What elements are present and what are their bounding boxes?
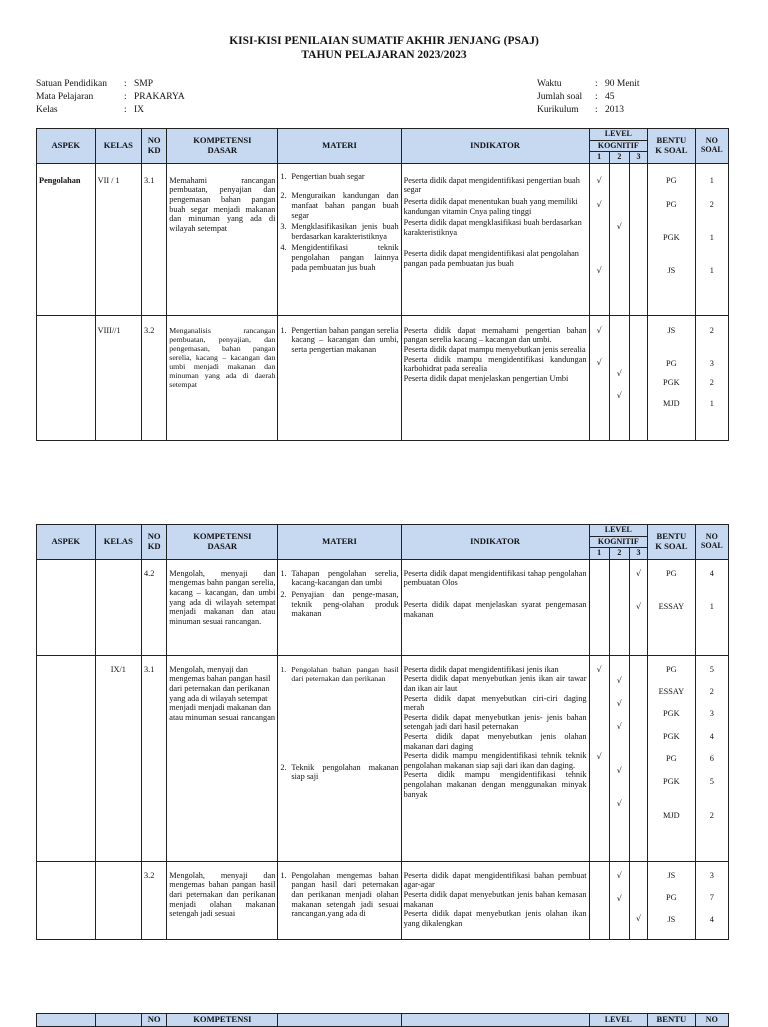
cell-aspek: Pengolahan — [37, 163, 96, 315]
nosoal-item: 5 — [709, 776, 714, 786]
level-2-cell — [609, 559, 629, 655]
indikator-item: Peserta didik dapat menyebutkan jenis olahan makanan dari daging — [403, 731, 587, 751]
indikator-item: Peserta didik dapat menjelaskan syarat pengemasan makanan — [403, 599, 587, 619]
header-nosoal — [695, 129, 728, 164]
cell-kompetensi: Mengolah, menyaji dan mengemas bahn pangan serelia, kacang – kacangan, dan umbi yang ada di wilayah setempat menjadi makanan dan atau minuman sesuai rancangan. — [167, 559, 278, 655]
meta-label: Kurikulum — [537, 105, 579, 116]
materi-text: Pengertian bahan pangan serelia kacang – kacangan dan umbi, serta pengertian makanan — [291, 325, 399, 354]
nosoal-item: 1 — [709, 398, 714, 408]
bentuk-item: PG — [666, 175, 677, 185]
bentuk-item: JS — [667, 265, 676, 275]
header-kompetensi — [167, 1014, 278, 1027]
cell-kompetensi: Menganalisis rancangan pembuatan, penyajian, dan pengemasan, bahan pangan serelia, kacang – kacangan dan umbi menjadi makanan dan minuman yang ada di daerah setempat — [167, 315, 278, 440]
indikator-item: Peserta didik dapat menentukan buah yang memiliki kandungan vitamin Cnya paling tinggi — [403, 196, 578, 216]
header-bentuk-line1: BENTU — [656, 135, 687, 146]
materi-number: 2. — [280, 589, 287, 599]
header-nokd-line1: NO — [147, 135, 161, 146]
cell-indikator — [401, 163, 589, 315]
check-mark: √ — [596, 357, 602, 367]
materi-text: Mengidentifikasi teknik pengolahan pangan lainnya pada pembuatan jus buah — [291, 243, 399, 272]
header-nokd-line2: KD — [147, 540, 161, 551]
indikator-item: Peserta didik dapat memahami pengertian bahan pangan serelia kacang – kacangan dan umbi. — [403, 325, 587, 345]
header-aspek: ASPEK — [37, 525, 96, 560]
materi-number: 1. — [280, 325, 287, 335]
header-nokd-line2: KD — [147, 144, 161, 155]
materi-text: Mengklasifikasikan jenis buah berdasarkan karakteristiknya — [291, 222, 399, 241]
cell-kompetensi: Mengolah, menyaji dan mengemas bahan pangan hasil dari peternakan dan perikanan menjadi olahan makanan setengah jadi sesuai — [167, 861, 278, 939]
cell-aspek — [37, 315, 96, 440]
nosoal-item: 6 — [709, 753, 714, 763]
level-2-cell — [609, 861, 629, 939]
header-bentuk-line2: K SOAL — [655, 144, 688, 155]
indikator-item: Peserta didik dapat mengidentifikasi alat pengolahan pangan pada pembuatan jus buah — [403, 249, 579, 268]
header-kompetensi-line2: DASAR — [207, 540, 238, 551]
header-nosoal — [695, 525, 728, 560]
level-1-cell — [589, 559, 609, 655]
indikator-item: Peserta didik dapat menyebutkan jenis- jenis bahan setengah jadi dari hasil peternakan — [403, 712, 587, 732]
cell-kelas — [95, 559, 141, 655]
table-row — [37, 655, 729, 861]
check-mark: √ — [616, 893, 622, 903]
header-indikator — [401, 1014, 589, 1027]
document-subtitle: TAHUN PELAJARAN 2023/2023 — [301, 49, 467, 61]
level-3-cell — [629, 559, 647, 655]
materi-item — [280, 665, 398, 683]
check-mark: √ — [596, 199, 602, 209]
materi-item — [280, 222, 398, 241]
cell-indikator — [401, 315, 589, 440]
header-level: LEVEL — [589, 1014, 648, 1027]
header-nokd — [142, 129, 167, 164]
level-1-cell — [589, 315, 609, 440]
meta-label: Mata Pelajaran — [36, 92, 94, 103]
bentuk-item: PGK — [663, 708, 680, 718]
header-level-2: 2 — [609, 548, 629, 560]
cell-bentuk — [648, 861, 695, 939]
table-row — [37, 559, 729, 655]
bentuk-item: MJD — [663, 810, 680, 820]
level-2-cell — [609, 315, 629, 440]
bentuk-item: PG — [666, 199, 677, 209]
check-mark: √ — [616, 675, 622, 685]
materi-text: Tahapan pengolahan serelia, kacang-kacangan dan umbi — [291, 568, 399, 588]
meta-value: 2013 — [605, 105, 624, 116]
cell-bentuk — [648, 655, 695, 861]
nosoal-item: 4 — [709, 568, 714, 578]
check-mark: √ — [596, 325, 602, 335]
indikator-item: Peserta didik dapat menyebutkan ciri-ciri daging merah — [403, 693, 587, 713]
meta-label: Waktu — [537, 79, 562, 89]
meta-right — [537, 78, 640, 118]
header-level-3: 3 — [629, 548, 647, 560]
bentuk-item: ESSAY — [658, 601, 685, 611]
meta-sep: : — [124, 105, 127, 116]
bentuk-item: JS — [667, 325, 676, 335]
cell-kd: 4.2 — [142, 559, 167, 655]
table-row — [37, 861, 729, 939]
header-level-1: 1 — [589, 152, 609, 164]
materi-number: 1. — [280, 870, 287, 880]
meta-sep: : — [124, 79, 127, 89]
cell-kelas: IX/1 — [95, 655, 141, 861]
nosoal-item: 7 — [709, 892, 714, 902]
check-mark: √ — [635, 601, 642, 611]
header-nosoal-line1: NO — [705, 1014, 718, 1024]
indikator-item: Peserta didik dapat menyebutkan jenis ikan air tawar dan ikan air laut — [403, 674, 587, 693]
check-mark: √ — [616, 721, 622, 731]
header-kompetensi-line2: DASAR — [207, 144, 238, 155]
materi-number: 2. — [280, 191, 287, 201]
level-3-cell — [629, 163, 647, 315]
header-level-1: 1 — [589, 548, 609, 560]
nosoal-item: 1 — [709, 601, 714, 611]
cell-nosoal — [695, 163, 728, 315]
bentuk-item: MJD — [663, 398, 680, 408]
indikator-item: Peserta didik dapat menyebutkan jenis olahan ikan yang dikalengkan — [403, 909, 587, 928]
check-mark: √ — [596, 751, 602, 761]
materi-number: 3. — [280, 222, 287, 232]
meta-sep: : — [595, 92, 598, 103]
cell-bentuk — [648, 559, 695, 655]
bentuk-item: JS — [667, 914, 676, 924]
header-materi: MATERI — [278, 129, 401, 164]
cell-nosoal — [695, 655, 728, 861]
header-bentuk — [648, 525, 695, 560]
materi-number: 4. — [280, 243, 287, 253]
materi-text: Pengolahan mengemas bahan pangan hasil dari peternakan dan perikanan menjadi olahan makanan setengah jadi sesuai rancangan.yang ada di — [291, 870, 399, 919]
header-kognitif: KOGNITIF — [589, 536, 648, 548]
indikator-item: Peserta didik mampu mengidentifikasi kandungan karbohidrat pada serealia — [403, 354, 587, 374]
materi-item — [280, 243, 398, 272]
meta-label: Satuan Pendidikan — [36, 79, 107, 89]
bentuk-item: PG — [666, 892, 677, 902]
check-mark: √ — [635, 568, 642, 578]
check-mark: √ — [616, 390, 622, 400]
nosoal-item: 2 — [709, 325, 714, 335]
table-row — [37, 163, 729, 315]
header-bentuk — [648, 1014, 695, 1027]
header-kompetensi — [167, 129, 278, 164]
materi-item — [280, 191, 398, 220]
cell-kd: 3.1 — [142, 163, 167, 315]
header-level-2: 2 — [609, 152, 629, 164]
header-level: LEVEL — [589, 525, 648, 537]
cell-kompetensi: Mengolah, menyaji dan mengemas bahan pangan hasil dari peternakan dan perikanan yang ada di wilayah setempat menjadi menjadi makanan dan atau minuman sesuai rancangan — [167, 655, 278, 861]
nosoal-item: 4 — [709, 731, 714, 741]
nosoal-item: 1 — [709, 265, 714, 275]
materi-text: Pengertian buah segar — [291, 171, 365, 181]
level-1-cell — [589, 655, 609, 861]
nosoal-item: 2 — [709, 377, 714, 387]
meta-label: Kelas — [36, 105, 58, 116]
indikator-item: Peserta didik dapat mampu menyebutkan jenis serealia — [403, 344, 586, 354]
indikator-item: Peserta didik dapat menjelaskan pengertian Umbi — [403, 373, 569, 383]
cell-bentuk — [648, 163, 695, 315]
materi-text: Penyajian dan penge-masan, teknik peng-olahan produk makanan — [291, 589, 399, 619]
meta-label: Jumlah soal — [537, 92, 583, 103]
header-nokd-line1: NO — [147, 531, 161, 542]
cell-kelas: VIII//1 — [95, 315, 141, 440]
cell-kd: 3.1 — [142, 655, 167, 861]
cell-materi — [278, 315, 401, 440]
indikator-item: Peserta didik mampu mengidentifikasi tehnik teknik pengolahan makanan siap saji dari ikan dan daging. — [403, 751, 587, 770]
indikator-item: Peserta didik dapat menyebutkan jenis bahan kemasan makanan — [403, 889, 587, 909]
header-kompetensi — [167, 525, 278, 560]
header-bentuk-line2: K SOAL — [655, 540, 688, 551]
cell-nosoal — [695, 861, 728, 939]
bentuk-item: PGK — [663, 232, 680, 242]
level-1-cell — [589, 861, 609, 939]
header-bentuk-line1: BENTU — [656, 531, 687, 542]
header-indikator: INDIKATOR — [401, 525, 589, 560]
check-mark: √ — [596, 265, 602, 275]
kisi-table-1 — [36, 128, 729, 441]
header-nosoal-line2: SOAL — [700, 540, 723, 550]
check-mark: √ — [616, 870, 622, 880]
nosoal-item: 2 — [709, 810, 714, 820]
header-indikator: INDIKATOR — [401, 129, 589, 164]
cell-kelas: VII / 1 — [95, 163, 141, 315]
header-nosoal — [695, 1014, 728, 1027]
header-kognitif: KOGNITIF — [589, 140, 648, 152]
cell-bentuk — [648, 315, 695, 440]
level-2-cell — [609, 163, 629, 315]
meta-sep: : — [595, 105, 598, 116]
header-nosoal-line1: NO — [705, 136, 718, 146]
nosoal-item: 2 — [709, 199, 714, 209]
header-materi: MATERI — [278, 525, 401, 560]
kisi-table-2 — [36, 524, 729, 940]
header-nokd — [142, 1014, 167, 1027]
nosoal-item: 4 — [709, 914, 714, 924]
check-mark: √ — [616, 698, 622, 708]
check-mark: √ — [616, 765, 622, 775]
materi-number: 1. — [280, 568, 287, 578]
nosoal-item: 3 — [709, 708, 714, 718]
meta-value: 45 — [605, 92, 615, 103]
materi-text: Pengolahan bahan pangan hasil dari peternakan dan perikanan — [291, 664, 399, 683]
nosoal-item: 5 — [709, 664, 714, 674]
check-mark: √ — [596, 175, 602, 185]
cell-nosoal — [695, 315, 728, 440]
meta-sep: : — [595, 79, 598, 89]
cell-aspek — [37, 655, 96, 861]
bentuk-item: PG — [666, 664, 677, 674]
cell-kd: 3.2 — [142, 861, 167, 939]
cell-materi — [278, 655, 401, 861]
materi-item — [280, 172, 398, 182]
bentuk-item: ESSAY — [658, 686, 685, 696]
nosoal-item: 1 — [709, 232, 714, 242]
check-mark: √ — [616, 221, 622, 231]
header-kompetensi-line1: KOMPETENSI — [193, 531, 252, 542]
nosoal-item: 2 — [709, 686, 714, 696]
header-nokd — [142, 525, 167, 560]
materi-number: 1. — [280, 171, 287, 181]
header-nokd-line1: NO — [147, 1014, 161, 1024]
cell-materi — [278, 559, 401, 655]
indikator-item: Peserta didik dapat mengidentifikasi pengertian buah segar — [403, 175, 580, 195]
materi-item — [280, 326, 398, 355]
indikator-item: Peserta didik dapat mengidentifikasi bahan pembuat agar-agar — [403, 870, 587, 890]
materi-item — [280, 763, 398, 782]
header-kelas: KELAS — [95, 525, 141, 560]
document-title: KISI-KISI PENILAIAN SUMATIF AKHIR JENJANG (PSAJ) — [229, 35, 539, 47]
indikator-item: Peserta didik mampu mengidentifikasi tehnik pengolahan makanan dengan menggunakan minyak banyak — [403, 770, 587, 799]
header-kelas — [95, 1014, 141, 1027]
check-mark: √ — [635, 913, 642, 923]
materi-item — [280, 871, 398, 919]
level-1-cell — [589, 163, 609, 315]
bentuk-item: PG — [666, 358, 677, 368]
bentuk-item: PGK — [663, 731, 680, 741]
meta-value: 90 Menit — [605, 79, 640, 89]
level-3-cell — [629, 861, 647, 939]
header-kompetensi-line1: KOMPETENSI — [193, 1014, 252, 1024]
materi-item — [280, 569, 398, 588]
header-nosoal-line2: SOAL — [700, 144, 723, 154]
cell-kompetensi: Memahami rancangan pembuatan, penyajian dan pengemasan bahan pangan buah segar menjadi makanan dan minuman yang ada di wilayah setempat — [167, 163, 278, 315]
cell-indikator — [401, 559, 589, 655]
bentuk-item: PGK — [663, 377, 680, 387]
header-materi — [278, 1014, 401, 1027]
indikator-item: Peserta didik dapat mengidentifikasi tahap pengolahan pembuatan Olos — [403, 568, 587, 588]
level-3-cell — [629, 315, 647, 440]
header-level: LEVEL — [589, 129, 648, 141]
cell-indikator — [401, 861, 589, 939]
kisi-table-3 — [36, 1013, 729, 1027]
materi-text: Teknik pengolahan makanan siap saji — [291, 762, 399, 782]
bentuk-item: PG — [666, 568, 677, 578]
header-kompetensi-line1: KOMPETENSI — [193, 135, 252, 146]
check-mark: √ — [596, 664, 602, 674]
materi-item — [280, 590, 398, 619]
header-bentuk-line1: BENTU — [656, 1014, 687, 1024]
cell-indikator — [401, 655, 589, 861]
cell-kd: 3.2 — [142, 315, 167, 440]
bentuk-item: PGK — [663, 776, 680, 786]
level-3-cell — [629, 655, 647, 861]
meta-value: IX — [134, 105, 145, 116]
meta-left — [36, 78, 185, 118]
header-level-3: 3 — [629, 152, 647, 164]
level-2-cell — [609, 655, 629, 861]
check-mark: √ — [616, 368, 622, 378]
nosoal-item: 3 — [709, 358, 714, 368]
indikator-item: Peserta didik dapat mengidentifikasi jenis ikan — [403, 664, 559, 674]
bentuk-item: JS — [667, 870, 676, 880]
header-aspek — [37, 1014, 96, 1027]
meta-value: PRAKARYA — [134, 92, 185, 103]
header-aspek: ASPEK — [37, 129, 96, 164]
check-mark: √ — [616, 798, 622, 808]
cell-materi — [278, 861, 401, 939]
materi-text: Menguraikan kandungan dan manfaat bahan pangan buah segar — [291, 191, 399, 220]
table-row — [37, 315, 729, 440]
header-nosoal-line1: NO — [705, 532, 718, 542]
bentuk-item: PG — [666, 753, 677, 763]
nosoal-item: 1 — [709, 175, 714, 185]
cell-aspek — [37, 559, 96, 655]
cell-nosoal — [695, 559, 728, 655]
indikator-item: Peserta didik dapat mengklasifikasi buah berdasarkan karakteristiknya — [403, 218, 582, 237]
nosoal-item: 3 — [709, 870, 714, 880]
header-kelas: KELAS — [95, 129, 141, 164]
header-bentuk — [648, 129, 695, 164]
cell-kelas — [95, 861, 141, 939]
meta-value: SMP — [134, 79, 154, 89]
cell-materi — [278, 163, 401, 315]
cell-aspek — [37, 861, 96, 939]
materi-number: 2. — [280, 762, 287, 772]
materi-number: 1. — [280, 664, 287, 674]
meta-sep: : — [124, 92, 127, 103]
